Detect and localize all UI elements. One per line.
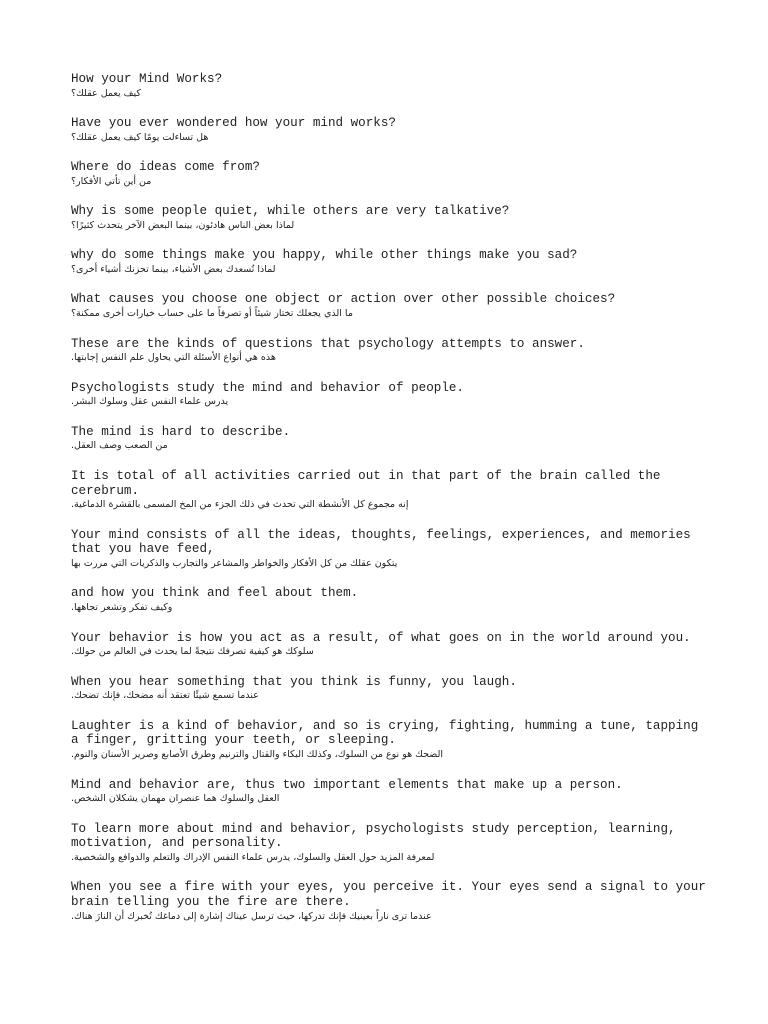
arabic-translation-line — [71, 601, 711, 616]
arabic-translation: يدرس علماء النفس عقل وسلوك البشر. — [71, 396, 229, 408]
english-sentence: Where do ideas come from? — [71, 160, 260, 175]
paragraph-block — [71, 425, 711, 454]
arabic-translation-line — [71, 131, 711, 146]
arabic-translation-line — [71, 351, 711, 366]
arabic-translation-line — [71, 645, 711, 660]
english-sentence: Your behavior is how you act as a result, of what goes on in the world around you. — [71, 630, 691, 645]
arabic-translation: الضحك هو نوع من السلوك، وكذلك البكاء والقتال والترنيم وطرق الأصابع وصرير الأسنان والنوم. — [71, 749, 444, 761]
paragraph-block — [71, 292, 711, 321]
english-sentence: What causes you choose one object or action over other possible choices? — [71, 292, 616, 307]
arabic-translation-line — [71, 792, 711, 807]
english-sentence: When you see a fire with your eyes, you perceive it. Your eyes send a signal to your brain telling you the fire are there. — [71, 880, 714, 910]
paragraph-block — [71, 586, 711, 615]
arabic-translation: عندما تسمع شيئًا تعتقد أنه مضحك، فإنك تضحك. — [71, 690, 259, 702]
english-sentence: Psychologists study the mind and behavior of people. — [71, 380, 464, 395]
paragraph-block — [71, 204, 711, 233]
english-sentence: How your Mind Works? — [71, 72, 223, 86]
english-sentence: why do some things make you happy, while other things make you sad? — [71, 248, 578, 263]
arabic-translation: لماذا تُسعدك بعض الأشياء، بينما تحزنك أشياء أخرى؟ — [71, 264, 276, 276]
arabic-translation-line — [71, 439, 711, 454]
paragraph-block — [71, 72, 711, 101]
paragraph-block — [71, 778, 711, 807]
arabic-translation: من أين تأتي الأفكار؟ — [71, 175, 152, 187]
arabic-translation-line — [71, 307, 711, 322]
paragraph-block — [71, 160, 711, 189]
document-body — [71, 72, 714, 939]
paragraph-block — [71, 337, 711, 366]
arabic-translation-line — [71, 87, 711, 102]
paragraph-block — [71, 381, 711, 410]
arabic-translation-line — [71, 910, 711, 925]
arabic-translation-line — [71, 395, 711, 410]
english-sentence: Mind and behavior are, thus two important elements that make up a person. — [71, 777, 623, 792]
arabic-translation: هل تساءلت يومًا كيف يعمل عقلك؟ — [71, 131, 209, 143]
arabic-translation: عندما ترى ناراً بعينيك فإنك تدركها، حيث ترسل عيناك إشارة إلى دماغك تُخبرك أن النارَ هناك. — [71, 910, 432, 922]
arabic-translation: من الصعب وصف العقل. — [71, 440, 168, 452]
arabic-translation: ما الذي يجعلك تختار شيئاً أو تصرفاً ما على حساب خيارات أخرى ممكنة؟ — [71, 308, 353, 320]
english-sentence: Why is some people quiet, while others are very talkative? — [71, 204, 510, 219]
arabic-translation-line — [71, 689, 711, 704]
arabic-translation-line — [71, 219, 711, 234]
arabic-translation-line — [71, 175, 711, 190]
arabic-translation: يتكون عقلك من كل الأفكار والخواطر والمشاعر والتجارب والذكريات التي مررت بها — [71, 558, 398, 570]
paragraph-block — [71, 631, 711, 660]
arabic-translation-line — [71, 557, 711, 572]
english-sentence: These are the kinds of questions that psychology attempts to answer. — [71, 336, 585, 351]
english-sentence: Your mind consists of all the ideas, thoughts, feelings, experiences, and memories that you have feed, — [71, 527, 699, 557]
paragraph-block — [71, 528, 711, 572]
arabic-translation: هذه هي أنواع الأسئلة التي يحاول علم النفس إجابتها. — [71, 352, 276, 364]
paragraph-block — [71, 822, 711, 866]
english-sentence: Have you ever wondered how your mind works? — [71, 116, 396, 131]
paragraph-block — [71, 248, 711, 277]
arabic-translation: وكيف تفكر وتشعر تجاهها. — [71, 602, 173, 614]
arabic-translation: لماذا بعض الناس هادئون، بينما البعض الآخر يتحدث كثيرًا؟ — [71, 219, 295, 231]
english-sentence: and how you think and feel about them. — [71, 586, 359, 601]
arabic-translation-line — [71, 263, 711, 278]
arabic-translation-line — [71, 498, 711, 513]
arabic-translation-line — [71, 748, 711, 763]
english-sentence: Laughter is a kind of behavior, and so is crying, fighting, humming a tune, tapping a finger, gritting your teeth, or sleeping. — [71, 718, 706, 748]
english-sentence: The mind is hard to describe. — [71, 424, 291, 439]
arabic-translation: العقل والسلوك هما عنصران مهمان يشكلان الشخص. — [71, 793, 280, 805]
paragraph-block — [71, 719, 711, 763]
arabic-translation: إنه مجموع كل الأنشطة التي تحدث في ذلك الجزء من المخ المسمى بالقشرة الدماغية. — [71, 499, 409, 511]
arabic-translation-line — [71, 851, 711, 866]
paragraph-block — [71, 116, 711, 145]
arabic-translation: سلوكك هو كيفية تصرفك نتيجةً لما يحدث في العالم من حولك. — [71, 646, 314, 658]
paragraph-block — [71, 675, 711, 704]
english-sentence: When you hear something that you think is funny, you laugh. — [71, 674, 517, 689]
arabic-translation: لمعرفة المزيد حول العقل والسلوك، يدرس علماء النفس الإدراك والتعلم والدوافع والشخصية. — [71, 852, 435, 864]
arabic-translation: كيف يعمل عقلك؟ — [71, 87, 141, 99]
english-sentence: It is total of all activities carried out in that part of the brain called the cerebrum. — [71, 468, 669, 498]
english-sentence: To learn more about mind and behavior, psychologists study perception, learning, motivation, and personality. — [71, 821, 684, 851]
paragraph-block — [71, 469, 711, 513]
paragraph-block — [71, 880, 714, 924]
